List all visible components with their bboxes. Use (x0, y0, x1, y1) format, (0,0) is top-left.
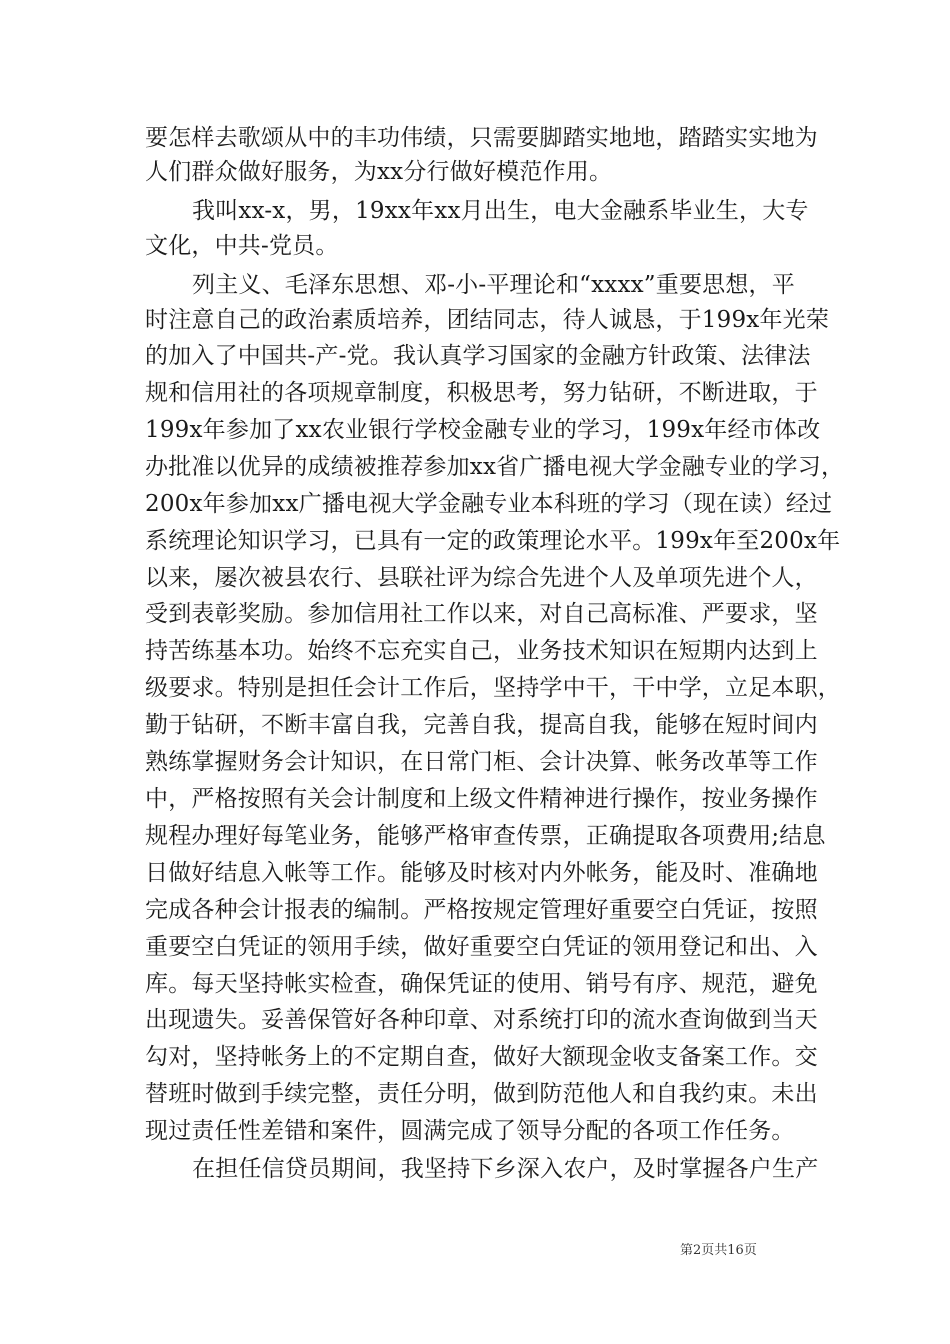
text-line: 现过责任性差错和案件，圆满完成了领导分配的各项工作任务。 (145, 1118, 795, 1144)
text-line: 规和信用社的各项规章制度，积极思考，努力钻研，不断进取，于 (145, 380, 818, 406)
text-line: 在担任信贷员期间，我坚持下乡深入农户，及时掌握各户生产 (192, 1156, 819, 1182)
text-line: 我叫xx-x，男，19xx年xx月出生，电大金融系毕业生，大专 (192, 198, 809, 224)
text-line: 199x年参加了xx农业银行学校金融专业的学习，199x年经市体改 (145, 417, 821, 443)
text-line: 出现遗失。妥善保管好各种印章、对系统打印的流水查询做到当天 (145, 1007, 818, 1033)
text-line: 勤于钻研，不断丰富自我，完善自我，提高自我，能够在短时间内 (145, 712, 818, 738)
text-line: 的加入了中国共-产-党。我认真学习国家的金融方针政策、法律法 (145, 343, 811, 369)
text-line: 级要求。特别是担任会计工作后，坚持学中干，干中学，立足本职， (145, 675, 841, 701)
text-line: 日做好结息入帐等工作。能够及时核对内外帐务，能及时、准确地 (145, 860, 818, 886)
text-line: 时注意自己的政治素质培养，团结同志，待人诚恳，于199x年光荣 (145, 307, 830, 333)
text-line: 完成各种会计报表的编制。严格按规定管理好重要空白凭证，按照 (145, 897, 818, 923)
text-line: 库。每天坚持帐实检查，确保凭证的使用、销号有序、规范，避免 (145, 971, 818, 997)
text-line: 勾对，坚持帐务上的不定期自查，做好大额现金收支备案工作。交 (145, 1044, 818, 1070)
text-line: 持苦练基本功。始终不忘充实自己，业务技术知识在短期内达到上 (145, 638, 818, 664)
page-number: 第2页共16页 (680, 1243, 757, 1258)
text-line: 规程办理好每笔业务，能够严格审查传票，正确提取各项费用;结息 (145, 823, 826, 849)
text-line: 办批准以优异的成绩被推荐参加xx省广播电视大学金融专业的学习， (145, 454, 845, 480)
text-line: 列主义、毛泽东思想、邓-小-平理论和“xxxx”重要思想，平 (192, 272, 795, 298)
text-line: 受到表彰奖励。参加信用社工作以来，对自己高标准、严要求，坚 (145, 601, 818, 627)
text-line: 文化，中共-党员。 (145, 233, 339, 259)
text-line: 中，严格按照有关会计制度和上级文件精神进行操作，按业务操作 (145, 786, 818, 812)
text-line: 重要空白凭证的领用手续，做好重要空白凭证的领用登记和出、入 (145, 934, 818, 960)
text-line: 200x年参加xx广播电视大学金融专业本科班的学习（现在读）经过 (145, 491, 833, 517)
text-line: 替班时做到手续完整，责任分明，做到防范他人和自我约束。未出 (145, 1081, 818, 1107)
text-line: 熟练掌握财务会计知识，在日常门柜、会计决算、帐务改革等工作 (145, 749, 818, 775)
text-line: 系统理论知识学习，已具有一定的政策理论水平。199x年至200x年 (145, 528, 841, 554)
text-line: 要怎样去歌颂从中的丰功伟绩，只需要脚踏实地地，踏踏实实地为 (145, 125, 818, 151)
text-line: 以来，屡次被县农行、县联社评为综合先进个人及单项先进个人， (145, 565, 818, 591)
text-line: 人们群众做好服务，为xx分行做好模范作用。 (145, 159, 613, 185)
